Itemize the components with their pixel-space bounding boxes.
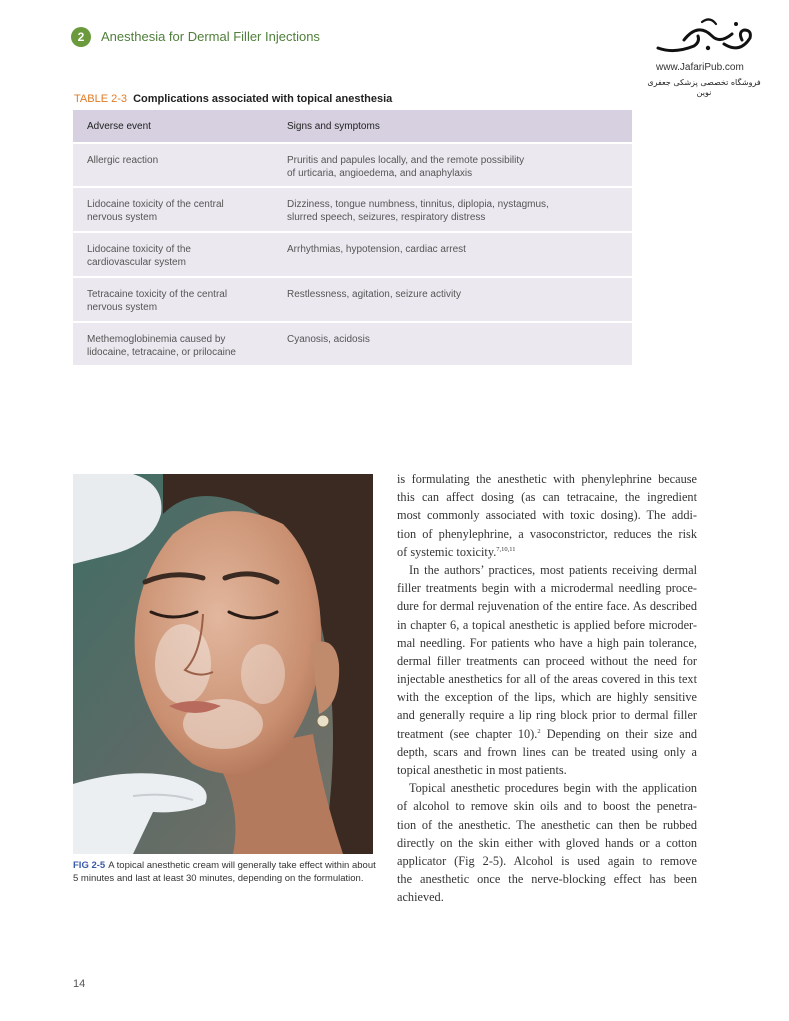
table-header-event: Adverse event [87,120,151,132]
figure-caption-line-2: 5 minutes and last at least 30 minutes, depending on the formulation. [73,872,364,884]
body-line: filler treatments begin with a microdermal needling proce- [397,581,697,596]
body-line: in chapter 6, a topical anesthetic is applied before microder- [397,617,697,632]
body-line: is formulating the anesthetic with phenylephrine because [397,472,697,486]
table-row [73,144,632,186]
body-line: applicator (Fig 2-5). Alcohol is used again to remove [397,853,697,868]
reference-superscript: 2 [537,727,541,735]
publisher-logo [640,12,770,96]
body-line: this can affect dosing (as can tetracaine, the ingredient [397,490,697,505]
body-line: achieved. [397,890,444,905]
body-line: tion of the anesthetic. The anesthetic can then be rubbed [397,817,697,832]
body-line: and generally require a lip ring block prior to dermal filler [397,708,697,723]
body-line: In the authors’ practices, most patients receiving dermal [409,562,697,577]
figure-label: FIG 2-5 [73,860,106,871]
page-number: 14 [73,978,86,990]
table-cell-symptoms: Arrhythmias, hypotension, cardiac arrest [287,244,466,255]
body-line: mal needling. For patients who have a high pain tolerance, [397,635,697,650]
table-header-symptoms: Signs and symptoms [287,120,380,132]
body-line: topical anesthetic in most patients. [397,763,567,777]
table-cell-event: Allergic reaction [87,155,159,166]
body-line: the anesthetic once the nerve-blocking effect has been [397,872,697,887]
body-line: most commonly associated with toxic dosing). The addi- [397,508,697,523]
figure-caption-line-1: A topical anesthetic cream will generally take effect within about [108,860,376,871]
table-row [73,278,632,321]
logo-url: www.JafariPub.com [656,62,744,73]
reference-superscript: 7,10,11 [496,545,516,553]
table-cell-symptoms: Cyanosis, acidosis [287,334,370,345]
table-cell-symptoms: Dizziness, tongue numbness, tinnitus, diplopia, nystagmus, slurred speech, seizures, respiratory distress [287,199,549,223]
body-text-column [397,470,697,907]
body-line: dermal filler treatments can proceed without the need for [397,653,697,668]
body-line: dure for dermal rejuvenation of the entire face. As described [397,599,697,614]
table-cell-symptoms: Pruritis and papules locally, and the remote possibility of urticaria, angioedema, and anaphylaxis [287,155,525,179]
logo-persian-text: فروشگاه تخصصی پزشکی جعفری نوین [647,78,761,97]
body-line: directly on the skin either with gloved hands or a cotton [397,835,697,850]
table-cell-event: Tetracaine toxicity of the central nervous system [87,289,228,313]
body-line: of alcohol to remove skin oils and to boost the penetra- [397,799,697,814]
table-row [73,233,632,276]
body-line: depth, scars and frown lines can be treated using only a [397,744,697,759]
table-cell-symptoms: Restlessness, agitation, seizure activity [287,289,461,300]
body-line: with the exception of the lips, which are highly sensitive [397,690,697,705]
table-cell-event: Methemoglobinemia caused by lidocaine, tetracaine, or prilocaine [87,334,236,358]
complications-table [73,110,632,367]
table-cell-event: Lidocaine toxicity of the central nervous system [87,199,224,223]
body-line: of systemic toxicity.$^{7,10,11}$ [397,544,516,559]
table-title: Complications associated with topical anesthesia [133,93,393,105]
body-line: Topical anesthetic procedures begin with the application [409,781,697,796]
running-head-chapter-title: Anesthesia for Dermal Filler Injections [101,29,320,44]
table-header-row [73,110,632,142]
table-cell-event: Lidocaine toxicity of the cardiovascular system [87,244,191,268]
table-number: TABLE 2-3 [74,93,127,105]
table-row [73,323,632,365]
chapter-number-badge: 2 [71,27,91,47]
body-line: tion of phenylephrine, a vasoconstrictor, reduces the risk [397,526,697,541]
patient-face-illustration [73,474,373,854]
body-line: treatment (see chapter 10).$^2$ Depending on their size and [397,726,697,741]
body-line: injectable anesthetics for all of the areas covered in this text [397,672,697,687]
calligraphy-logo-icon [654,14,754,60]
table-caption [74,92,392,106]
figure-caption [73,860,378,885]
figure-photo [73,474,373,854]
table-row [73,188,632,231]
